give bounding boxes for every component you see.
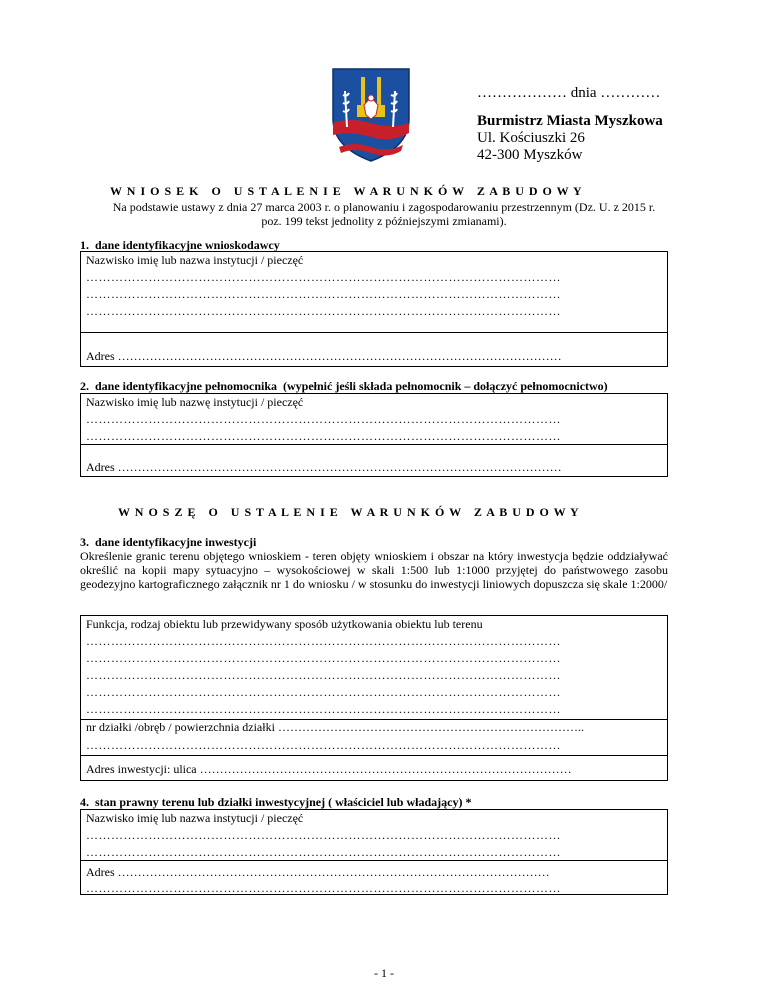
function-line-3[interactable]: …………………………………………………………………………………………………… [86, 668, 561, 682]
owner-name-label: Nazwisko imię lub nazwa instytucji / pieczęć [86, 811, 304, 825]
recipient-name: Burmistrz Miasta Myszkowa [477, 113, 663, 129]
proxy-box [80, 393, 668, 477]
request-heading: W N O S Z Ę O U S T A L E N I E W A R U N K Ó W Z A B U D O W Y [118, 505, 580, 519]
owner-box [80, 809, 668, 895]
owner-address-row[interactable]: Adres ……………………………………………………………………………………………… [86, 865, 550, 879]
proxy-address-label: Adres [86, 460, 115, 474]
function-line-2[interactable]: …………………………………………………………………………………………………… [86, 651, 561, 665]
recipient-street: Ul. Kościuszki 26 [477, 130, 585, 146]
investment-description: Określenie granic terenu objętego wnioskiem - teren objęty wnioskiem i obszar na który inwestycja będzie oddziaływać określić na kopii mapy sytuacyjno – wysokościowej w skali 1:500 lub 1:1000 przyjętej do państwowego zasobu geodezyjno kartograficznego załącznik nr 1 do wniosku / w stosunku do inwestycji liniowych dopuszcza się skale 1:2000/ [80, 549, 668, 591]
street-row[interactable]: Adres inwestycji: ulica ………………………………………………………………………………… [86, 762, 572, 776]
proxy-name-line-1[interactable]: …………………………………………………………………………………………………… [86, 412, 561, 426]
coat-of-arms-icon [331, 67, 411, 163]
plot-line-2[interactable]: …………………………………………………………………………………………………… [86, 738, 561, 752]
street-label: Adres inwestycji: ulica [86, 762, 197, 776]
plot-row[interactable]: nr działki /obręb / powierzchnia działki ………………………………………………………………….. [86, 720, 584, 734]
owner-name-line-1[interactable]: …………………………………………………………………………………………………… [86, 828, 561, 842]
recipient-city: 42-300 Myszków [477, 147, 583, 163]
applicant-address-label: Adres [86, 349, 115, 363]
section-4-heading: 4. stan prawny terenu lub działki inwestycyjnej ( właściciel lub władający) * [80, 795, 472, 809]
applicant-address-row[interactable]: Adres ………………………………………………………………………………………………… [86, 349, 562, 363]
proxy-address-row[interactable]: Adres ………………………………………………………………………………………………… [86, 460, 562, 474]
applicant-name-line-2[interactable]: …………………………………………………………………………………………………… [86, 287, 561, 301]
legal-basis-line-2: poz. 199 tekst jednolity z późniejszymi zmianami). [261, 214, 507, 228]
applicant-box [80, 251, 668, 367]
proxy-name-line-2[interactable]: …………………………………………………………………………………………………… [86, 429, 561, 443]
proxy-name-label: Nazwisko imię lub nazwę instytucji / pieczęć [86, 395, 304, 409]
section-1-heading: 1. dane identyfikacyjne wnioskodawcy [80, 238, 280, 252]
applicant-name-label: Nazwisko imię lub nazwa instytucji / pieczęć [86, 253, 304, 267]
function-label: Funkcja, rodzaj obiektu lub przewidywany sposób użytkowania obiektu lub terenu [86, 617, 483, 631]
function-line-4[interactable]: …………………………………………………………………………………………………… [86, 685, 561, 699]
document-title: W N I O S E K O U S T A L E N I E W A R U N K Ó W Z A B U D O W Y [110, 184, 583, 198]
investment-box [80, 615, 668, 781]
plot-label: nr działki /obręb / powierzchnia działki [86, 720, 275, 734]
function-line-5[interactable]: …………………………………………………………………………………………………… [86, 702, 561, 716]
section-2-heading: 2. dane identyfikacyjne pełnomocnika (wypełnić jeśli składa pełnomocnik – dołączyć pełnomocnictwo) [80, 379, 608, 393]
legal-basis-line-1: Na podstawie ustawy z dnia 27 marca 2003 r. o planowaniu i zagospodarowaniu przestrzennym (Dz. U. z 2015 r. [112, 200, 656, 214]
applicant-name-line-1[interactable]: …………………………………………………………………………………………………… [86, 270, 561, 284]
function-line-1[interactable]: …………………………………………………………………………………………………… [86, 634, 561, 648]
owner-address-label: Adres [86, 865, 115, 879]
page-number: - 1 - [374, 966, 394, 980]
owner-name-line-2[interactable]: …………………………………………………………………………………………………… [86, 845, 561, 859]
date-line: ……………… dnia ………… [477, 85, 661, 101]
applicant-name-line-3[interactable]: …………………………………………………………………………………………………… [86, 304, 561, 318]
section-3-heading: 3. dane identyfikacyjne inwestycji [80, 535, 257, 549]
owner-address-line-2[interactable]: …………………………………………………………………………………………………… [86, 881, 561, 895]
